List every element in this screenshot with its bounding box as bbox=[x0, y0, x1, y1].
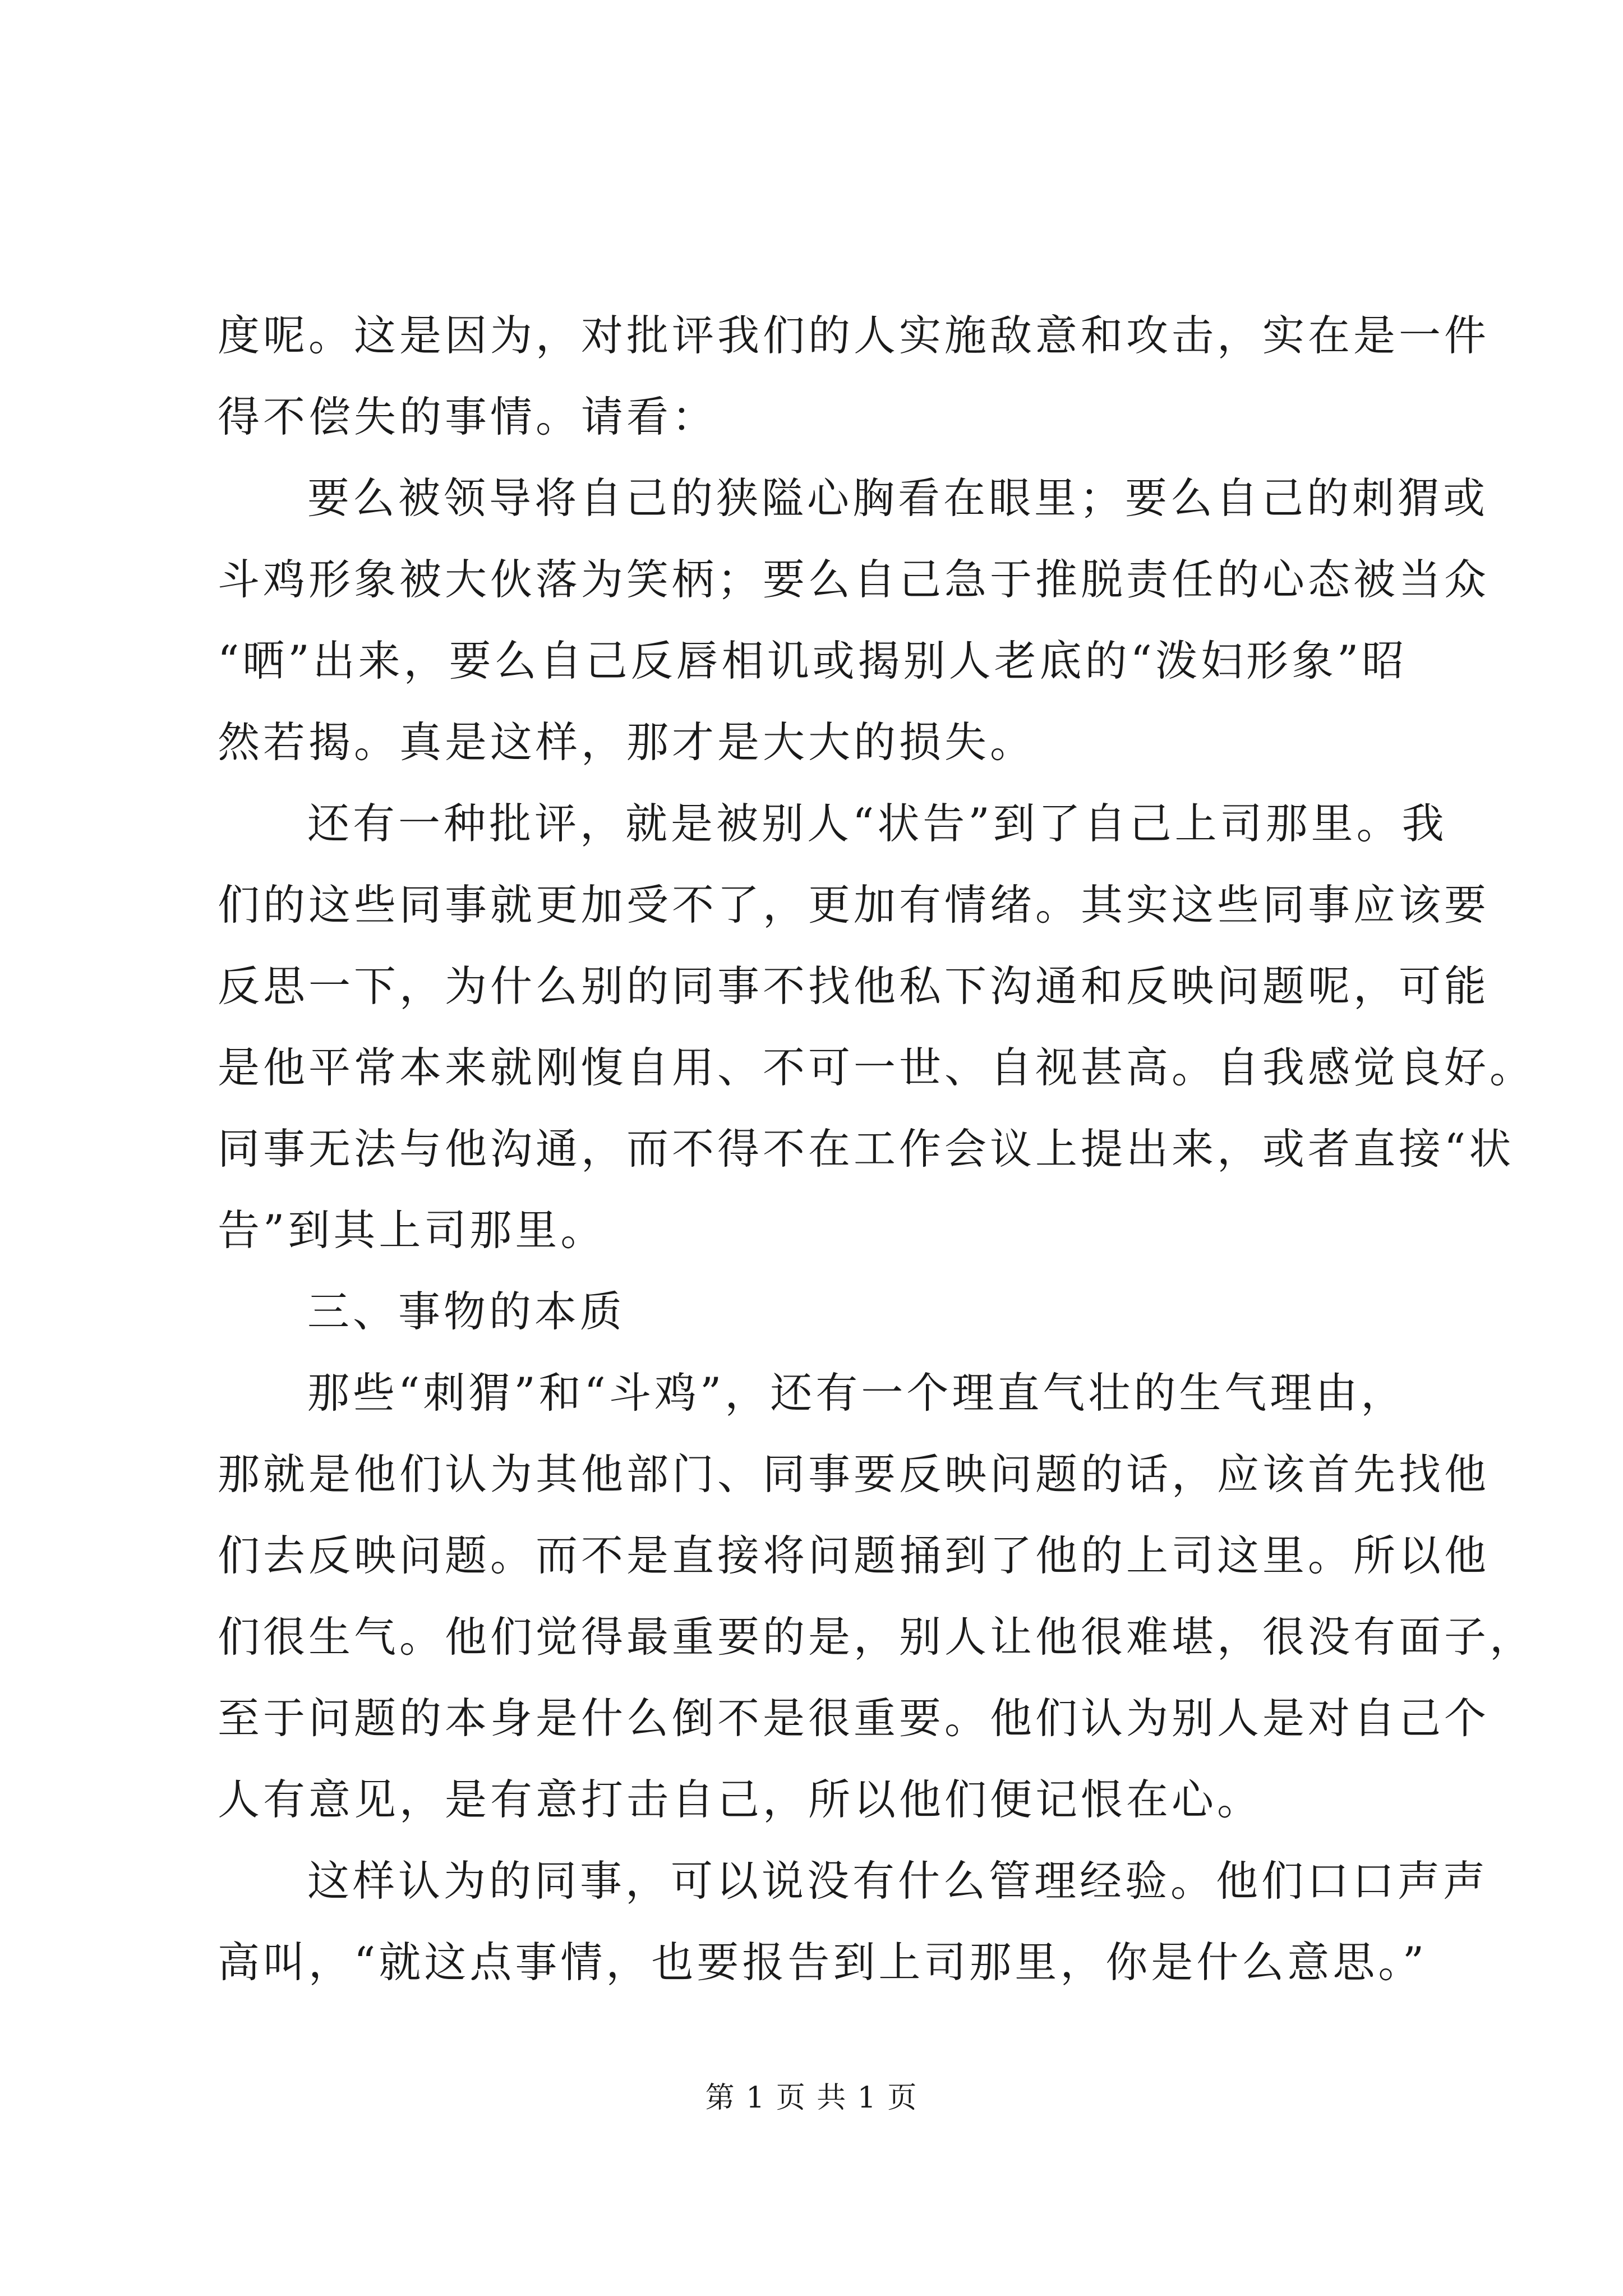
text-line-5: “晒”出来，要么自己反唇相讥或揭别人老底的“泼妇形象”昭 bbox=[218, 636, 1408, 685]
text-line-21: 高叫，“就这点事情，也要报告到上司那里，你是什么意思。” bbox=[218, 1938, 1428, 1987]
text-line-18: 至于问题的本身是什么倒不是很重要。他们认为别人是对自己个 bbox=[218, 1694, 1490, 1743]
text-line-2: 得不偿失的事情。请看： bbox=[218, 392, 718, 441]
text-line-20: 这样认为的同事，可以说没有什么管理经验。他们口口声声 bbox=[307, 1856, 1489, 1906]
text-line-9: 反思一下，为什么别的同事不找他私下沟通和反映问题呢，可能 bbox=[218, 961, 1490, 1011]
text-line-19: 人有意见，是有意打击自己，所以他们便记恨在心。 bbox=[218, 1775, 1263, 1824]
text-line-11: 同事无法与他沟通，而不得不在工作会议上提出来，或者直接“状 bbox=[218, 1124, 1515, 1174]
text-line-4: 斗鸡形象被大伙落为笑柄；要么自己急于推脱责任的心态被当众 bbox=[218, 555, 1490, 604]
text-line-14: 那些“刺猬”和“斗鸡”，还有一个理直气壮的生气理由， bbox=[307, 1368, 1407, 1418]
section-heading: 三、事物的本质 bbox=[307, 1287, 626, 1336]
text-line-3: 要么被领导将自己的狭隘心胸看在眼里；要么自己的刺猬或 bbox=[307, 473, 1489, 523]
text-line-12: 告”到其上司那里。 bbox=[218, 1205, 606, 1255]
text-line-8: 们的这些同事就更加受不了，更加有情绪。其实这些同事应该要 bbox=[218, 880, 1490, 930]
text-line-17: 们很生气。他们觉得最重要的是，别人让他很难堪，很没有面子， bbox=[218, 1612, 1536, 1662]
text-line-6: 然若揭。真是这样，那才是大大的损失。 bbox=[218, 717, 1036, 767]
text-line-15: 那就是他们认为其他部门、同事要反映问题的话，应该首先找他 bbox=[218, 1450, 1490, 1499]
text-line-1: 度呢。这是因为，对批评我们的人实施敌意和攻击，实在是一件 bbox=[218, 311, 1490, 360]
text-line-7: 还有一种批评，就是被别人“状告”到了自己上司那里。我 bbox=[307, 799, 1447, 848]
page-number-footer: 第 1 页 共 1 页 bbox=[705, 2081, 918, 2115]
text-line-10: 是他平常本来就刚愎自用、不可一世、自视甚高。自我感觉良好。 bbox=[218, 1043, 1536, 1092]
text-line-16: 们去反映问题。而不是直接将问题捅到了他的上司这里。所以他 bbox=[218, 1531, 1490, 1580]
